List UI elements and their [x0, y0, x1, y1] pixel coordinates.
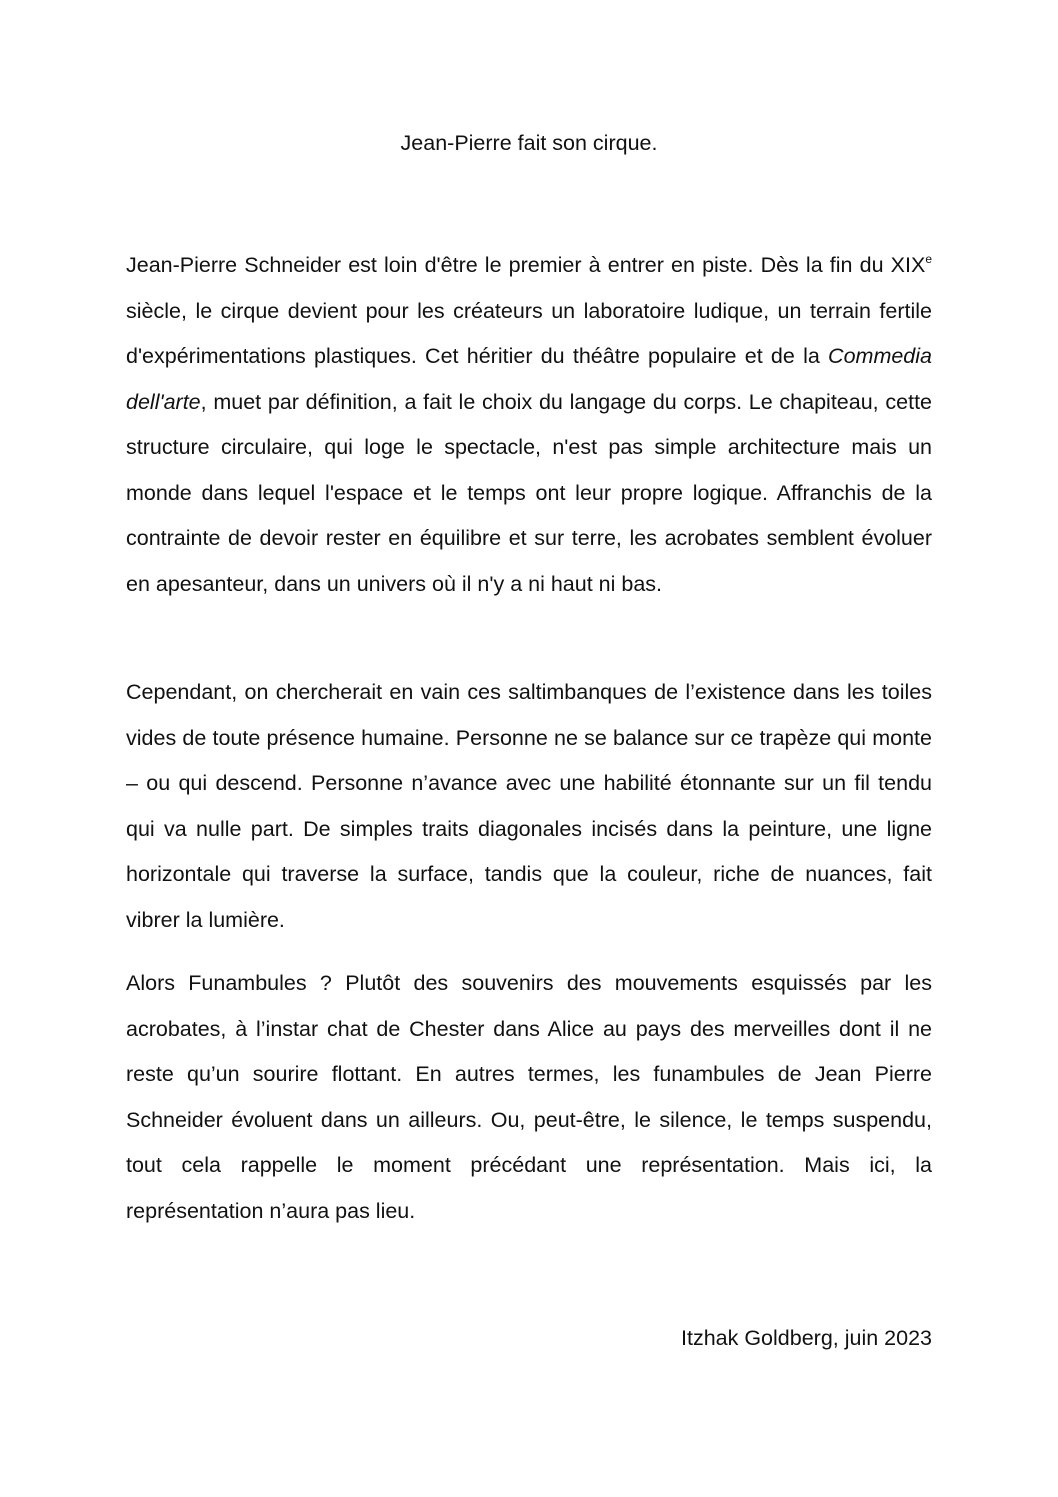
paragraph-3: [126, 961, 932, 1256]
document-title: Jean-Pierre fait son cirque.: [400, 131, 658, 155]
paragraph-1: [126, 243, 932, 629]
paragraph-2-text: Cependant, on chercherait en vain ces saltimbanques de l’existence dans les toiles vides de toute présence humaine. Personne ne se balance sur ce trapèze qui monte – ou qui descend. Personne n’avance avec une habilité étonnante sur un fil tendu qui va nulle part. De simples traits diagonales incisés dans la peinture, une ligne horizontale qui traverse la surface, tandis que la couleur, riche de nuances, fait vibrer la lumière.: [126, 680, 932, 932]
superscript-e: e: [925, 252, 932, 266]
paragraph-1-text-c: , muet par définition, a fait le choix du langage du corps. Le chapiteau, cette structure circulaire, qui loge le spectacle, n'est pas simple architecture mais un monde dans lequel l'espace et le temps ont leur propre logique. Affranchis de la contrainte de devoir rester en équilibre et sur terre, les acrobates semblent évoluer en apesanteur, dans un univers où il n'y a ni haut ni bas.: [126, 389, 932, 596]
paragraph-1-text-b: siècle, le cirque devient pour les créateurs un laboratoire ludique, un terrain fertile d'expérimentations plastiques. Cet héritier du théâtre populaire et de la: [126, 298, 932, 368]
paragraph-1-text-a: Jean-Pierre Schneider est loin d'être le premier à entrer en piste. Dès la fin du XIX: [126, 253, 926, 277]
paragraph-2: [126, 670, 932, 965]
paragraph-3-text: Alors Funambules ? Plutôt des souvenirs des mouvements esquissés par les acrobates, à l’instar chat de Chester dans Alice au pays des merveilles dont il ne reste qu’un sourire flottant. En autres termes, les funambules de Jean Pierre Schneider évoluent dans un ailleurs. Ou, peut-être, le silence, le temps suspendu, tout cela rappelle le moment précédant une représentation. Mais ici, la représentation n’aura pas lieu.: [126, 971, 932, 1223]
author-signature: Itzhak Goldberg, juin 2023: [681, 1326, 932, 1350]
italic-commedia: Commedia dell'arte: [126, 344, 932, 414]
